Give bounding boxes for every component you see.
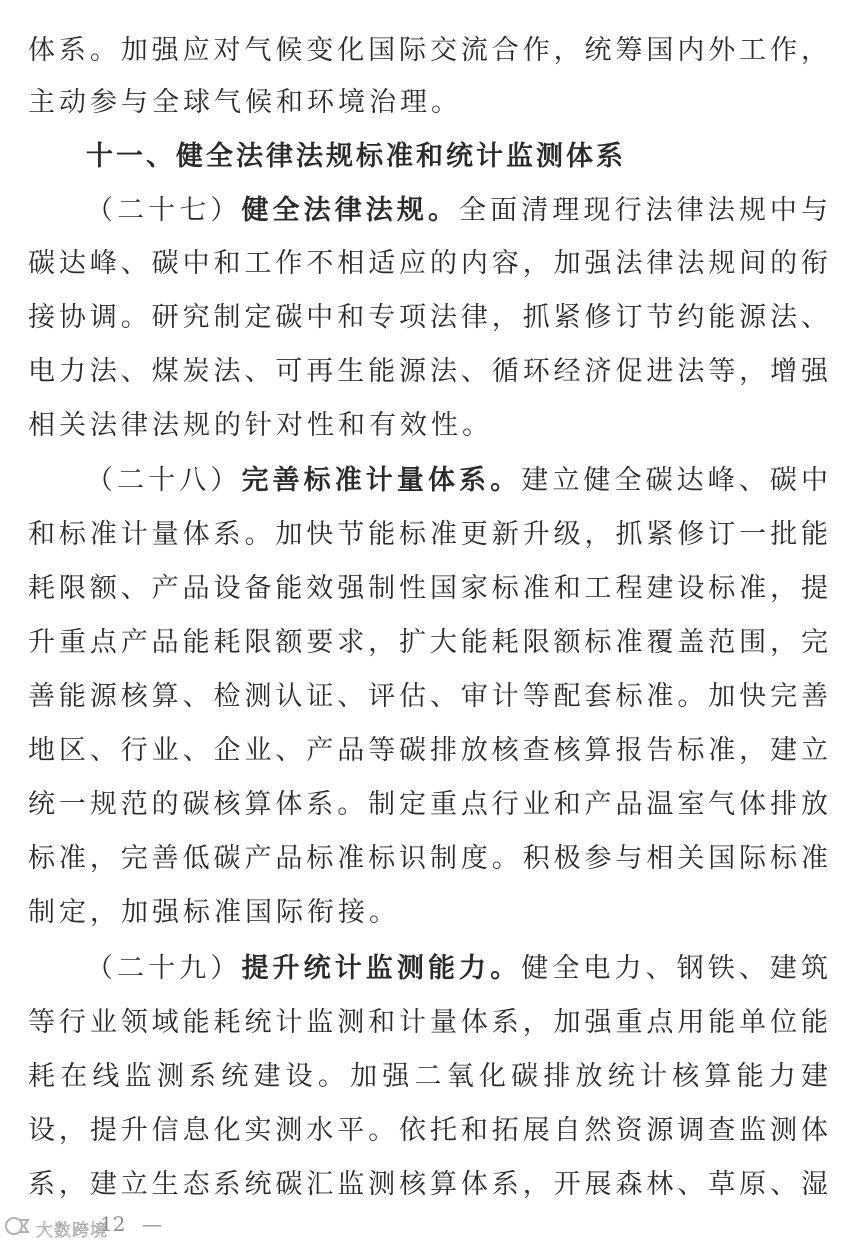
text-line: 地区、行业、企业、产品等碳排放核查核算报告标准，建立	[28, 735, 828, 766]
item-first-line	[86, 952, 828, 986]
text-line: 升重点产品能耗限额要求，扩大能耗限额标准覆盖范围，完	[28, 627, 828, 658]
text-line: 主动参与全球气候和环境治理。	[28, 87, 462, 118]
text-line: 碳达峰、碳中和工作不相适应的内容，加强法律法规间的衔	[28, 248, 828, 279]
section-heading: 十一、健全法律法规标准和统计监测体系	[86, 141, 626, 172]
text-line: 设，提升信息化实测水平。依托和拓展自然资源调查监测体	[28, 1115, 828, 1146]
item-first-line	[86, 194, 828, 228]
text-line: 耗在线监测系统建设。加强二氧化碳排放统计核算能力建	[28, 1061, 828, 1092]
page-number-dash: —	[142, 1212, 162, 1236]
text-line: 体系。加强应对气候变化国际交流合作，统筹国内外工作，	[28, 35, 828, 66]
item-title: 完善标准计量体系。	[241, 465, 522, 496]
item-number: （二十八）	[86, 465, 242, 496]
item-number: （二十七）	[86, 195, 242, 226]
page-footer	[0, 1208, 300, 1242]
item-text: 全面清理现行法律法规中与	[459, 195, 829, 226]
item-number: （二十九）	[86, 953, 242, 984]
text-line: 标准，完善低碳产品标准标识制度。积极参与相关国际标准	[28, 843, 828, 874]
text-line: 接协调。研究制定碳中和专项法律，抓紧修订节约能源法、	[28, 302, 828, 333]
text-line: 电力法、煤炭法、可再生能源法、循环经济促进法等，增强	[28, 356, 828, 387]
item-text: 建立健全碳达峰、碳中	[521, 465, 829, 496]
item-text: 健全电力、钢铁、建筑	[521, 953, 829, 984]
text-line: 耗限额、产品设备能效强制性国家标准和工程建设标准，提	[28, 573, 828, 604]
text-line: 统一规范的碳核算体系。制定重点行业和产品温室气体排放	[28, 789, 828, 820]
watermark-logo-icon	[4, 1214, 34, 1238]
text-line: 制定，加强标准国际衔接。	[28, 897, 400, 928]
text-line: 相关法律法规的针对性和有效性。	[28, 410, 493, 441]
text-line: 和标准计量体系。加快节能标准更新升级，抓紧修订一批能	[28, 519, 828, 550]
page-number: 12	[100, 1212, 126, 1236]
item-title: 健全法律法规。	[241, 195, 460, 226]
item-title: 提升统计监测能力。	[241, 953, 522, 984]
text-line: 等行业领域能耗统计监测和计量体系，加强重点用能单位能	[28, 1007, 828, 1038]
text-line: 系，建立生态系统碳汇监测核算体系，开展森林、草原、湿	[28, 1169, 828, 1200]
watermark-text: 大数跨境	[36, 1221, 108, 1241]
item-first-line	[86, 464, 828, 498]
text-line: 善能源核算、检测认证、评估、审计等配套标准。加快完善	[28, 681, 828, 712]
